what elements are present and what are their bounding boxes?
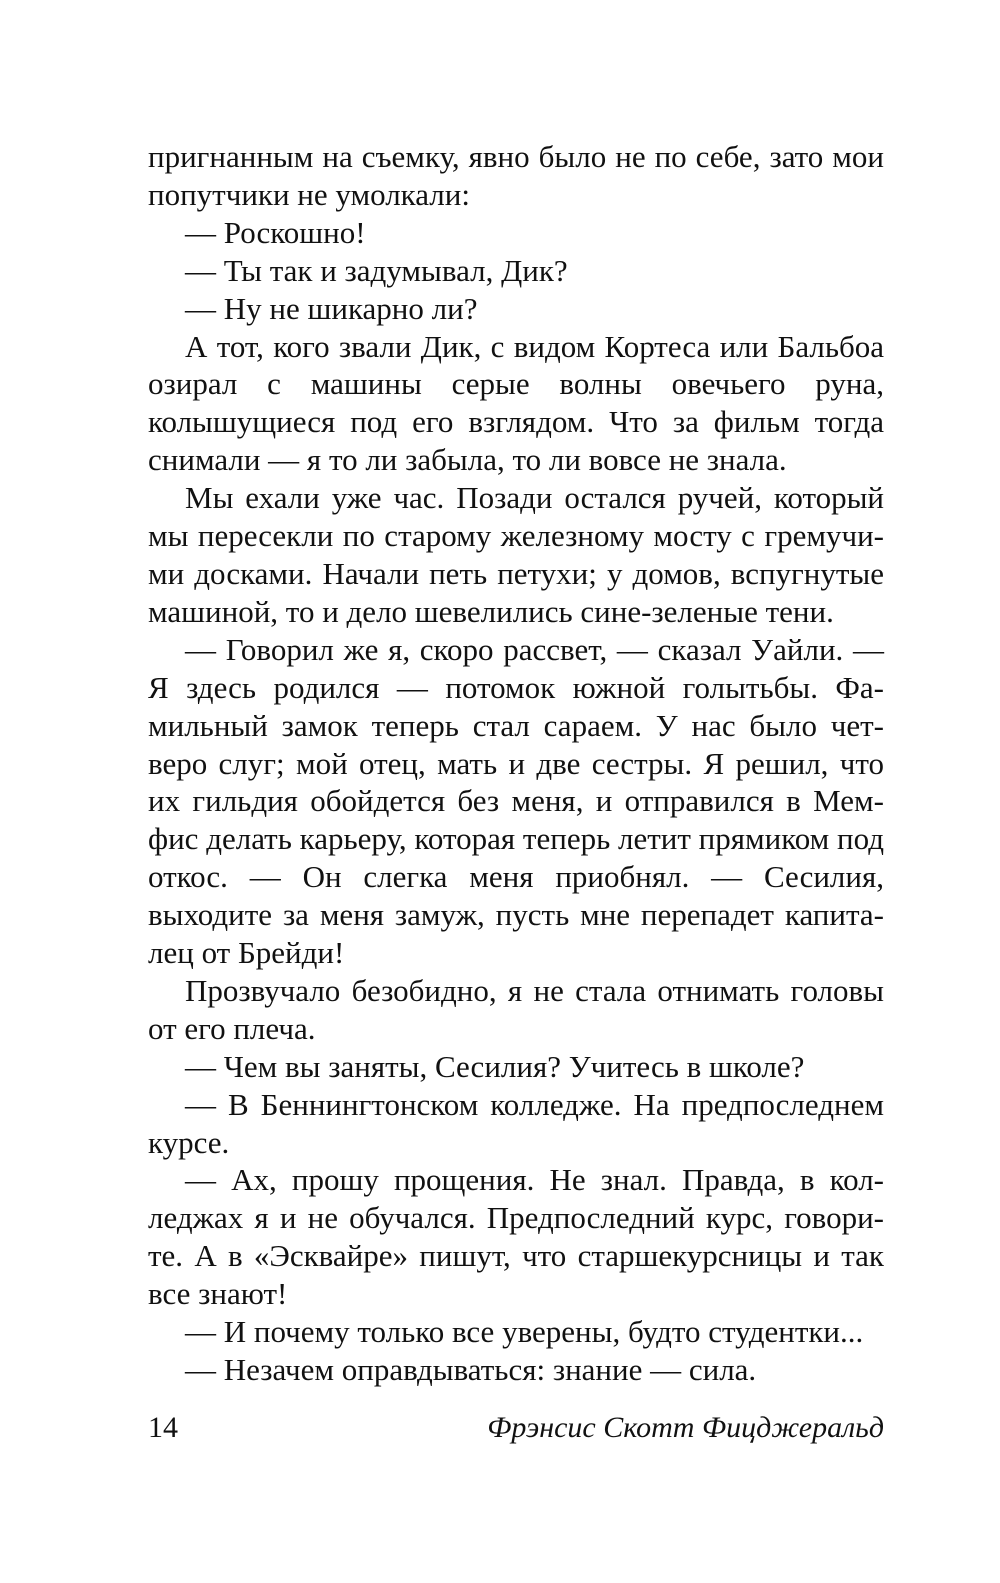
dialogue-line-8: — Незачем оправдываться: знание — сила. <box>185 1352 757 1387</box>
paragraph-5: Прозвучало безобидно, я не стала отнимать головы от его плеча. <box>148 972 884 1046</box>
dialogue-line-7: — И почему только все уверены, будто студентки... <box>185 1314 864 1350</box>
dialogue-line-5: — В Беннингтонском колледже. На предпоследнем курсе. <box>148 1086 884 1160</box>
dialogue-line-6: — Ах, прошу прощения. Не знал. Правда, в колледжах я и не обучался. Предпоследний курс, говорите. А в «Эсквайре» пишут, что старшекурсницы и так все знают! <box>148 1162 884 1312</box>
paragraph-3: Мы ехали уже час. Позади остался ручей, который мы пересекли по старому железному мосту с гремучими досками. Начали петь петухи; у домов, вспугнутые машиной, то и дело шевелились сине-зеленые тени. <box>148 480 884 629</box>
page-number: 14 <box>148 1411 178 1444</box>
dialogue-line-3: — Ну не шикарно ли? <box>185 290 478 326</box>
paragraph-1: пригнанным на съемку, явно было не по себе, зато мои попутчики не умолкали: <box>148 139 884 212</box>
dialogue-line-2: — Ты так и задумывал, Дик? <box>185 252 568 288</box>
dialogue-line-1: — Роскошно! <box>185 214 366 250</box>
page-body <box>148 138 884 1389</box>
dialogue-line-4: — Чем вы заняты, Сесилия? Учитесь в школе? <box>185 1048 805 1084</box>
paragraph-2: А тот, кого звали Дик, с видом Кортеса или Бальбоа озирал с машины серые волны овечьего руна, колышущиеся под его взглядом. Что за фильм тогда снимали — я то ли забыла, то ли вовсе не знала. <box>148 328 884 478</box>
paragraph-4: — Говорил же я, скоро рассвет, — сказал Уайли. — Я здесь родился — потомок южной голытьбы. Фамильный замок теперь стал сараем. У нас было четверо слуг; мой отец, мать и две сестры. Я решил, что их гильдия обойдется без меня, и отправился в Мемфис делать карьеру, которая теперь летит прямиком под откос. — Он слегка меня приобнял. — Сесилия, выходите за меня замуж, пусть мне перепадет капиталец от Брейди! <box>148 631 884 971</box>
running-author: Фрэнсис Скотт Фицджеральд <box>487 1411 884 1444</box>
